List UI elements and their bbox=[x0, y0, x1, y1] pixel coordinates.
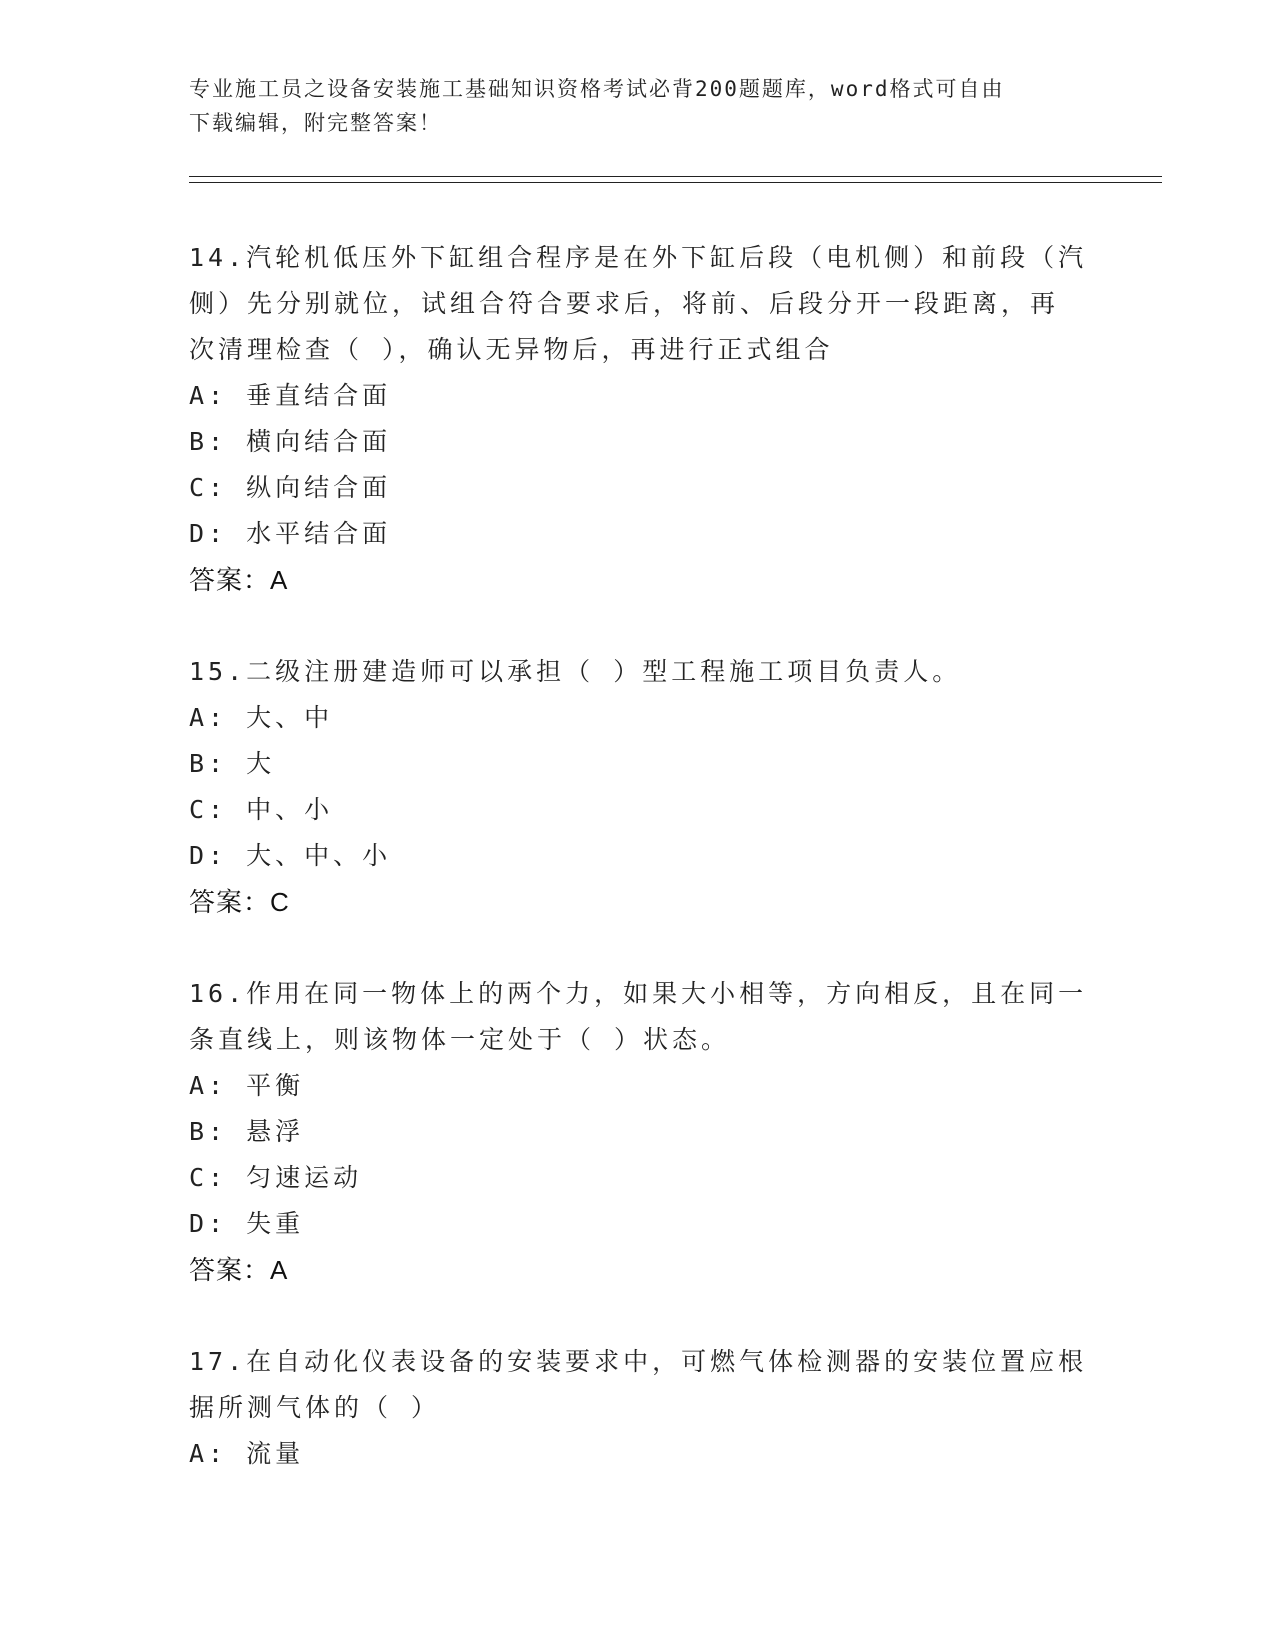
option-d: D: 大、中、小 bbox=[189, 841, 392, 870]
answer-value: A bbox=[270, 565, 289, 595]
question-stem-line: 14.汽轮机低压外下缸组合程序是在外下缸后段（电机侧）和前段（汽 bbox=[189, 243, 1088, 272]
answer-value: C bbox=[270, 887, 290, 917]
answer-value: A bbox=[270, 1255, 289, 1285]
answer-label: 答案： bbox=[189, 887, 271, 917]
option-a: A: 流量 bbox=[189, 1439, 305, 1468]
question-list bbox=[189, 235, 1089, 1523]
answer-label: 答案： bbox=[189, 1255, 271, 1285]
option-c: C: 匀速运动 bbox=[189, 1163, 363, 1192]
answer-line bbox=[189, 1247, 1089, 1293]
question-stem-line: 15.二级注册建造师可以承担（ ）型工程施工项目负责人。 bbox=[189, 657, 962, 686]
option-a: A: 平衡 bbox=[189, 1071, 305, 1100]
option-d: D: 失重 bbox=[189, 1209, 305, 1238]
question-stem-line: 次清理检查（ ），确认无异物后，再进行正式组合 bbox=[189, 335, 834, 364]
question-stem-line: 17.在自动化仪表设备的安装要求中，可燃气体检测器的安装位置应根 bbox=[189, 1347, 1088, 1376]
question-stem-line: 据所测气体的（ ） bbox=[189, 1393, 441, 1422]
header-line-2: 下载编辑，附完整答案！ bbox=[189, 111, 442, 135]
question-17 bbox=[189, 1339, 1089, 1477]
question-15 bbox=[189, 649, 1089, 925]
option-c: C: 中、小 bbox=[189, 795, 334, 824]
document-header bbox=[189, 72, 1069, 140]
answer-label: 答案： bbox=[189, 565, 271, 595]
header-line-1: 专业施工员之设备安装施工基础知识资格考试必背200题题库，word格式可自由 bbox=[189, 77, 1005, 101]
option-d: D: 水平结合面 bbox=[189, 519, 392, 548]
question-14 bbox=[189, 235, 1089, 603]
option-b: B: 悬浮 bbox=[189, 1117, 305, 1146]
option-b: B: 大 bbox=[189, 749, 276, 778]
answer-line bbox=[189, 879, 1089, 925]
option-a: A: 大、中 bbox=[189, 703, 334, 732]
question-stem-line: 16.作用在同一物体上的两个力，如果大小相等，方向相反，且在同一 bbox=[189, 979, 1088, 1008]
answer-line bbox=[189, 557, 1089, 603]
question-16 bbox=[189, 971, 1089, 1293]
option-b: B: 横向结合面 bbox=[189, 427, 392, 456]
question-stem-line: 条直线上，则该物体一定处于（ ）状态。 bbox=[189, 1025, 731, 1054]
question-stem-line: 侧）先分别就位，试组合符合要求后，将前、后段分开一段距离，再 bbox=[189, 289, 1060, 318]
option-a: A: 垂直结合面 bbox=[189, 381, 392, 410]
header-double-rule bbox=[189, 176, 1162, 183]
option-c: C: 纵向结合面 bbox=[189, 473, 392, 502]
